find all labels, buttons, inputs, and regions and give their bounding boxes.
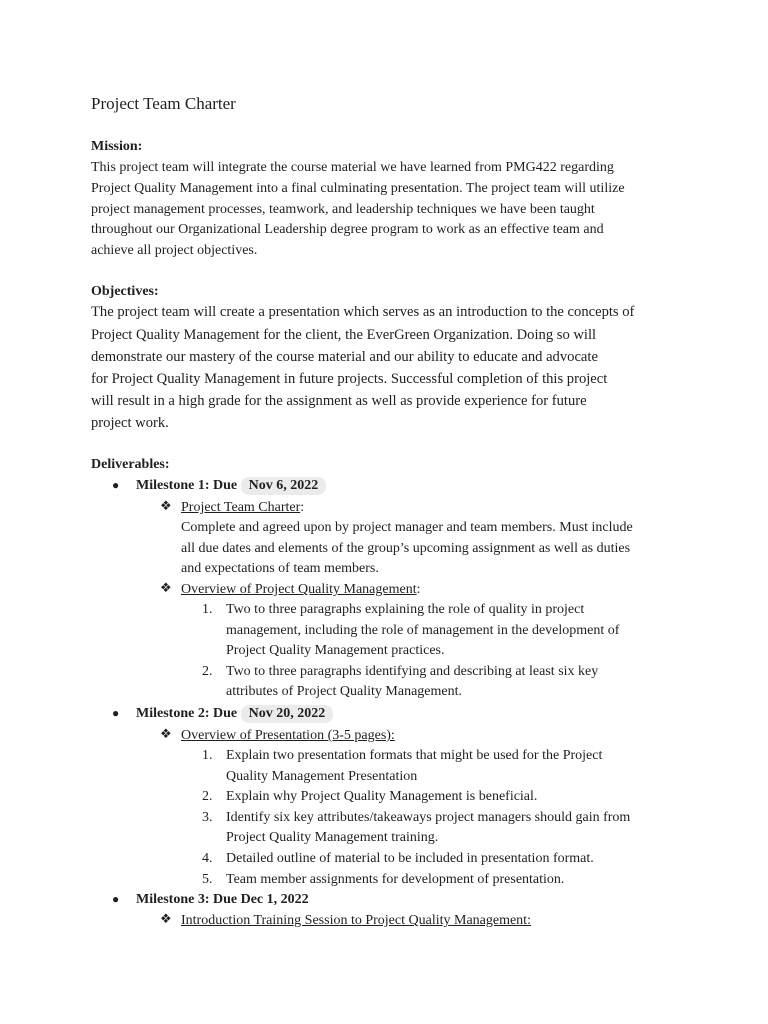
milestone-label: Milestone 2: Due bbox=[136, 706, 238, 721]
mission-line: throughout our Organizational Leadership degree program to work as an effective team and bbox=[91, 222, 604, 237]
diamond-bullet-icon: ❖ bbox=[160, 580, 172, 595]
mission-line: Project Quality Management into a final culminating presentation. The project team will utilize bbox=[91, 181, 625, 196]
objectives-line: Project Quality Management for the client, the EverGreen Organization. Doing so will bbox=[91, 327, 597, 343]
list-item-line: management, including the role of management in the development of bbox=[226, 623, 620, 638]
mission-line: achieve all project objectives. bbox=[91, 243, 258, 258]
list-item-line: Project Quality Management training. bbox=[226, 830, 439, 845]
sub-item-title-text: Overview of Project Quality Management bbox=[181, 582, 417, 597]
objectives-line: for Project Quality Management in future projects. Successful completion of this project bbox=[91, 371, 608, 387]
sub-item-suffix: : bbox=[416, 582, 421, 597]
list-item-line: Two to three paragraphs identifying and describing at least six key bbox=[226, 664, 599, 679]
list-number: 5. bbox=[202, 872, 213, 887]
sub-item-line: Complete and agreed upon by project manager and team members. Must include bbox=[181, 520, 633, 535]
sub-item-title-text: Project Team Charter bbox=[181, 500, 301, 515]
list-item-line: Project Quality Management practices. bbox=[226, 643, 445, 658]
list-number: 2. bbox=[202, 789, 213, 804]
list-item-line: Two to three paragraphs explaining the role of quality in project bbox=[226, 602, 585, 617]
objectives-heading: Objectives: bbox=[91, 284, 159, 299]
bullet-icon: ● bbox=[112, 706, 120, 720]
list-item-line: Explain two presentation formats that might be used for the Project bbox=[226, 748, 603, 763]
objectives-line: will result in a high grade for the assignment as well as provide experience for future bbox=[91, 393, 587, 409]
milestone-1 bbox=[136, 476, 326, 497]
deliverables-heading: Deliverables: bbox=[91, 457, 170, 472]
sub-item-line: all due dates and elements of the group’s upcoming assignment as well as duties bbox=[181, 541, 631, 556]
objectives-line: project work. bbox=[91, 415, 169, 431]
diamond-bullet-icon: ❖ bbox=[160, 726, 172, 741]
mission-line: project management processes, teamwork, and leadership techniques we have been taught bbox=[91, 202, 595, 217]
list-number: 2. bbox=[202, 664, 213, 679]
objectives-line: The project team will create a presentation which serves as an introduction to the concepts of bbox=[91, 304, 635, 320]
mission-line: This project team will integrate the course material we have learned from PMG422 regarding bbox=[91, 160, 614, 175]
mission-heading: Mission: bbox=[91, 139, 143, 154]
sub-item-suffix: : bbox=[300, 500, 305, 515]
milestone-2 bbox=[136, 704, 333, 725]
sub-item-title: Introduction Training Session to Project Quality Management: bbox=[181, 913, 531, 928]
bullet-icon: ● bbox=[112, 892, 120, 906]
sub-item-title bbox=[181, 498, 304, 519]
list-item-line: Quality Management Presentation bbox=[226, 769, 418, 784]
sub-item-title bbox=[181, 580, 420, 601]
list-item-line: Identify six key attributes/takeaways project managers should gain from bbox=[226, 810, 631, 825]
list-number: 1. bbox=[202, 748, 213, 763]
sub-item-title: Overview of Presentation (3-5 pages): bbox=[181, 728, 395, 743]
list-item-line: Team member assignments for development of presentation. bbox=[226, 872, 565, 887]
diamond-bullet-icon: ❖ bbox=[160, 911, 172, 926]
bullet-icon: ● bbox=[112, 478, 120, 492]
list-number: 1. bbox=[202, 602, 213, 617]
list-item-line: Detailed outline of material to be included in presentation format. bbox=[226, 851, 594, 866]
due-date-chip[interactable]: Nov 6, 2022 bbox=[241, 477, 327, 495]
sub-item-line: and expectations of team members. bbox=[181, 561, 379, 576]
due-date-chip[interactable]: Nov 20, 2022 bbox=[241, 705, 334, 723]
list-item-line: Explain why Project Quality Management is beneficial. bbox=[226, 789, 538, 804]
diamond-bullet-icon: ❖ bbox=[160, 498, 172, 513]
list-item-line: attributes of Project Quality Management. bbox=[226, 684, 462, 699]
milestone-label: Milestone 3: Due Dec 1, 2022 bbox=[136, 892, 309, 907]
document-title: Project Team Charter bbox=[91, 94, 236, 113]
list-number: 4. bbox=[202, 851, 213, 866]
objectives-line: demonstrate our mastery of the course material and our ability to educate and advocate bbox=[91, 349, 598, 365]
list-number: 3. bbox=[202, 810, 213, 825]
milestone-label: Milestone 1: Due bbox=[136, 478, 238, 493]
